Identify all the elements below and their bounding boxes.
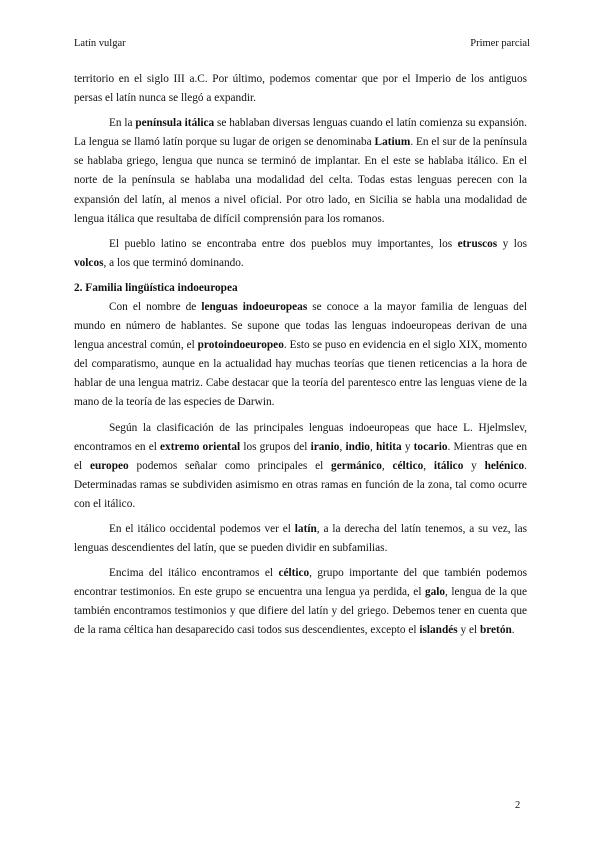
document-body: [74, 70, 527, 647]
term-bold: etruscos: [457, 237, 498, 250]
text-run: ,: [339, 440, 346, 453]
text-run: Con el nombre de: [109, 300, 202, 313]
term-bold: latín: [294, 522, 317, 535]
term-bold: indio: [345, 440, 370, 453]
term-bold: extremo oriental: [160, 440, 241, 453]
text-run: podemos señalar como principales el: [128, 459, 332, 472]
header-course-title: Latín vulgar: [74, 38, 126, 49]
term-bold: itálico: [433, 459, 464, 472]
term-bold: galo: [424, 586, 446, 599]
paragraph-celtico: [74, 564, 527, 640]
text-run: Encima del itálico encontramos el: [109, 567, 279, 580]
term-bold: península itálica: [135, 117, 215, 130]
text-run: , a los que terminó dominando.: [103, 256, 244, 269]
section-heading: 2. Familia lingüística indoeuropea: [74, 281, 238, 294]
text-run: . En el sur de la península se hablaba griego, lengua que nunca se terminó de implantar. En el este se hablaba itálico. En el norte de la península se hablaba una modalidad del celta. Todas estas lenguas perecen con la expansión del latín, al menos a nivel oficial. Por otro lado, en Sicilia se habla una modalidad de lengua itálica que resultaba de difícil comprensión para los romanos.: [74, 136, 528, 225]
text-run: y los: [497, 237, 527, 250]
paragraph-1: [74, 70, 527, 108]
text-run: , a la derecha del latín tenemos, a su vez, las lenguas descendientes del latín, que se pueden dividir en subfamilias.: [74, 522, 527, 555]
header-section-label: Primer parcial: [470, 38, 530, 49]
text-run: .: [511, 624, 515, 637]
text-run: El pueblo latino se encontraba entre dos pueblos muy importantes, los: [109, 237, 458, 250]
text-run: En el itálico occidental podemos ver el: [109, 522, 295, 535]
text-run: se hablaban diversas lenguas cuando el latín comienza su expansión. La lengua se llamó latín porque su lugar de origen se denominaba: [74, 117, 528, 149]
term-bold: lenguas indoeuropeas: [201, 300, 308, 313]
page-header: [74, 38, 530, 49]
term-bold: bretón: [479, 624, 512, 637]
text-run: y: [401, 440, 414, 453]
paragraph-italico-occidental: [74, 520, 527, 558]
term-bold: volcos: [74, 256, 104, 269]
text-run: ,: [423, 459, 434, 472]
text-run: y: [463, 459, 485, 472]
text-run: territorio en el siglo III a.C. Por último, podemos comentar que por el Imperio de los antiguos persas el latín nunca se llegó a expandir.: [74, 73, 527, 105]
term-bold: iranio: [310, 440, 340, 453]
paragraph-peninsula-italica: [74, 114, 527, 229]
text-run: y el: [457, 624, 480, 637]
paragraph-pueblo-latino: [74, 235, 527, 273]
text-run: , grupo importante del que también podemos encontrar testimonios. En este grupo se encuentra una lengua ya perdida, el: [74, 567, 528, 599]
term-bold: protoindoeuropeo: [197, 339, 284, 352]
term-bold: tocario: [413, 440, 448, 453]
text-run: En la: [109, 117, 136, 130]
term-bold: europeo: [89, 459, 129, 472]
text-run: se conoce a la mayor familia de lenguas del mundo en número de hablantes. Se supone que todas las lenguas indoeuropeas derivan de una lengua ancestral común, el: [74, 300, 528, 352]
text-run: . Mientras que en el: [74, 440, 527, 472]
text-run: . Determinadas ramas se subdividen asimismo en otras ramas en función de la zona, tal como ocurre con el itálico.: [74, 459, 527, 510]
text-run: ,: [369, 440, 376, 453]
text-run: los grupos del: [240, 440, 311, 453]
paragraph-clasificacion: [74, 419, 527, 514]
term-bold: islandés: [419, 624, 458, 637]
term-bold: céltico: [392, 459, 424, 472]
term-bold: céltico: [278, 567, 310, 580]
term-bold: helénico: [484, 459, 525, 472]
term-bold: Latium: [374, 136, 411, 149]
term-bold: hitita: [375, 440, 402, 453]
text-run: Según la clasificación de las principales lenguas indoeuropeas que hace L. Hjelmslev, encontramos en el: [74, 421, 527, 453]
text-run: . Esto se puso en evidencia en el siglo XIX, momento del comparatismo, aunque en la actualidad hay muchas teorías que tienen reticencias a la hora de hablar de una lengua matriz. Cabe destacar que la teoría del parentesco entre las lenguas viene de la mano de la teoría de las especies de Darwin.: [74, 339, 527, 409]
text-run: , lengua de la que también encontramos testimonios y que difiere del latín y del griego. Debemos tener en cuenta que de la rama céltica han desaparecido casi todos sus descendientes, excepto el: [74, 586, 527, 637]
term-bold: germánico: [331, 459, 382, 472]
text-run: ,: [381, 459, 393, 472]
page-number: 2: [515, 800, 521, 811]
paragraph-lenguas-indoeuropeas: [74, 298, 527, 413]
